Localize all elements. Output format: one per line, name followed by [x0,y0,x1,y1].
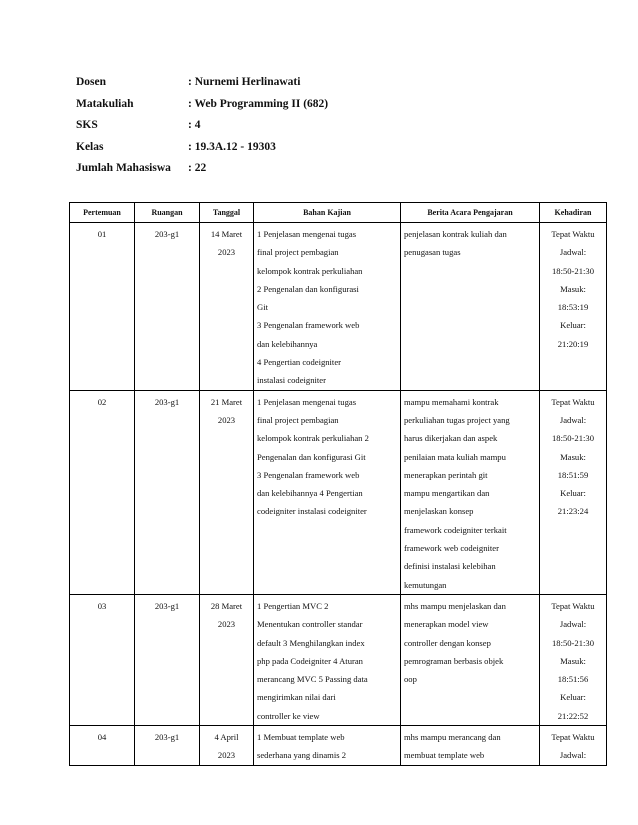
cell-bahan-kajian-line: kelompok kontrak perkuliahan 2 [257,433,369,444]
cell-kehadiran-line: Masuk: [560,655,586,666]
cell-bahan-kajian-line: 1 Pengertian MVC 2 [257,600,329,611]
cell-tanggal-line: 21 Maret [210,396,243,407]
info-row [76,141,328,163]
cell-kehadiran-line: 18:51:59 [557,469,589,480]
info-value: : 22 [188,162,207,174]
col-header-tanggal: Tanggal [200,203,254,223]
cell-bahan-kajian-line: final project pembagian [257,414,339,425]
cell-berita-acara [401,594,540,725]
cell-berita-acara-line: menerapkan perintah git [404,469,488,480]
cell-bahan-kajian [254,726,401,766]
info-label: Dosen [76,76,107,88]
cell-ruangan: 203-g1 [135,594,200,725]
cell-bahan-kajian-line: php pada Codeigniter 4 Aturan [257,655,363,666]
cell-kehadiran-line: Tepat Waktu [551,732,595,743]
cell-berita-acara-line: mhs mampu merancang dan [404,732,501,743]
cell-berita-acara-line: oop [404,674,417,685]
cell-kehadiran-line: 21:22:52 [557,710,589,721]
course-info [76,76,328,184]
cell-ruangan: 203-g1 [135,223,200,391]
cell-berita-acara-line: framework web codeigniter [404,543,499,554]
cell-kehadiran-line: Keluar: [560,488,586,499]
cell-bahan-kajian-line: 3 Pengenalan framework web [257,320,360,331]
cell-kehadiran-line: Keluar: [560,692,586,703]
info-label: Matakuliah [76,97,134,110]
cell-pertemuan: 01 [70,223,135,391]
cell-kehadiran-line: 21:20:19 [557,338,589,349]
cell-berita-acara [401,223,540,391]
cell-tanggal [200,726,254,766]
cell-berita-acara-line: kemutungan [404,579,447,590]
info-row [76,98,328,120]
info-value: : Nurnemi Herlinawati [188,76,301,88]
info-label: SKS [76,119,98,131]
cell-berita-acara-line: menerapkan model view [404,619,489,630]
table-header-row [70,203,607,223]
cell-kehadiran-line: Masuk: [560,451,586,462]
cell-pertemuan: 02 [70,390,135,594]
cell-berita-acara-line: harus dikerjakan dan aspek [404,433,498,444]
cell-berita-acara-line: mampu mengartikan dan [404,488,490,499]
cell-berita-acara [401,390,540,594]
table-row [70,594,607,725]
cell-bahan-kajian-line: controller ke view [257,710,320,721]
cell-kehadiran [540,390,607,594]
cell-bahan-kajian-line: 2 Pengenalan dan konfigurasi [257,283,359,294]
cell-kehadiran-line: Keluar: [560,320,586,331]
cell-tanggal-line: 2023 [217,247,236,258]
cell-bahan-kajian-line: final project pembagian [257,247,339,258]
col-header-pertemuan: Pertemuan [70,203,135,223]
cell-bahan-kajian-line: Git [257,302,268,313]
cell-berita-acara [401,726,540,766]
cell-kehadiran-line: Masuk: [560,283,586,294]
cell-kehadiran [540,726,607,766]
cell-bahan-kajian-line: Pengenalan dan konfigurasi Git [257,451,366,462]
cell-pertemuan: 03 [70,594,135,725]
cell-kehadiran-line: Jadwal: [559,247,587,258]
cell-berita-acara-line: penilaian mata kuliah mampu [404,451,506,462]
cell-bahan-kajian-line: dan kelebihannya 4 Pengertian [257,488,363,499]
cell-bahan-kajian-line: kelompok kontrak perkuliahan [257,265,363,276]
cell-kehadiran-line: Tepat Waktu [551,396,595,407]
cell-kehadiran-line: Jadwal: [559,619,587,630]
cell-bahan-kajian-line: 3 Pengenalan framework web [257,469,360,480]
cell-bahan-kajian-line: instalasi codeigniter [257,375,326,386]
col-header-kehadiran: Kehadiran [540,203,607,223]
cell-bahan-kajian-line: 1 Membuat template web [257,732,345,743]
cell-tanggal [200,594,254,725]
table-row [70,223,607,391]
cell-bahan-kajian-line: default 3 Menghilangkan index [257,637,365,648]
cell-kehadiran-line: 21:23:24 [557,506,589,517]
cell-bahan-kajian [254,594,401,725]
cell-berita-acara-line: penugasan tugas [404,247,461,258]
cell-kehadiran-line: 18:50-21:30 [551,265,594,276]
info-row [76,119,328,141]
cell-bahan-kajian [254,223,401,391]
cell-bahan-kajian-line: 1 Penjelasan mengenai tugas [257,396,357,407]
cell-pertemuan: 04 [70,726,135,766]
info-value: : 4 [188,119,201,131]
cell-berita-acara-line: penjelasan kontrak kuliah dan [404,229,507,239]
info-row [76,76,328,98]
cell-tanggal-line: 2023 [217,619,236,630]
cell-tanggal-line: 2023 [217,750,236,761]
cell-berita-acara-line: controller dengan konsep [404,637,491,648]
cell-bahan-kajian [254,390,401,594]
cell-ruangan: 203-g1 [135,726,200,766]
cell-berita-acara-line: perkuliahan tugas project yang [404,414,510,425]
cell-bahan-kajian-line: codeigniter instalasi codeigniter [257,506,367,517]
cell-kehadiran [540,594,607,725]
cell-bahan-kajian-line: Menentukan controller standar [257,619,363,630]
cell-berita-acara-line: membuat template web [404,750,485,761]
col-header-bahan-kajian: Bahan Kajian [254,203,401,223]
cell-ruangan: 203-g1 [135,390,200,594]
table-row [70,390,607,594]
cell-kehadiran-line: Tepat Waktu [551,600,595,611]
cell-kehadiran-line: 18:51:56 [557,674,589,685]
cell-bahan-kajian-line: mengirimkan nilai dari [257,692,336,703]
info-label: Kelas [76,140,104,153]
cell-tanggal-line: 28 Maret [210,600,243,611]
cell-bahan-kajian-line: 4 Pengertian codeigniter [257,357,341,368]
cell-tanggal-line: 4 April [214,732,239,743]
cell-bahan-kajian-line: sederhana yang dinamis 2 [257,750,347,761]
cell-berita-acara-line: mampu memahami kontrak [404,396,499,407]
cell-tanggal-line: 14 Maret [210,229,243,239]
cell-bahan-kajian-line: merancang MVC 5 Passing data [257,674,368,685]
col-header-ruangan: Ruangan [135,203,200,223]
cell-kehadiran-line: Jadwal: [559,414,587,425]
info-label: Jumlah Mahasiswa [76,162,171,174]
info-value: : Web Programming II (682) [188,97,329,110]
cell-kehadiran-line: Tepat Waktu [551,229,595,239]
cell-berita-acara-line: pemrograman berbasis objek [404,655,504,666]
cell-tanggal [200,223,254,391]
attendance-table [69,202,607,766]
table-row [70,726,607,766]
col-header-berita-acara: Berita Acara Pengajaran [401,203,540,223]
cell-bahan-kajian-line: 1 Penjelasan mengenai tugas [257,229,357,239]
info-value: : 19.3A.12 - 19303 [188,140,276,153]
cell-kehadiran-line: 18:50-21:30 [551,637,594,648]
cell-kehadiran-line: Jadwal: [559,750,587,761]
cell-berita-acara-line: framework codeigniter terkait [404,524,507,535]
cell-kehadiran [540,223,607,391]
cell-kehadiran-line: 18:53:19 [557,302,589,313]
cell-kehadiran-line: 18:50-21:30 [551,433,594,444]
cell-berita-acara-line: menjelaskan konsep [404,506,474,517]
cell-bahan-kajian-line: dan kelebihannya [257,338,318,349]
cell-berita-acara-line: mhs mampu menjelaskan dan [404,600,506,611]
info-row [76,162,328,184]
cell-berita-acara-line: definisi instalasi kelebihan [404,561,496,572]
cell-tanggal-line: 2023 [217,414,236,425]
cell-tanggal [200,390,254,594]
